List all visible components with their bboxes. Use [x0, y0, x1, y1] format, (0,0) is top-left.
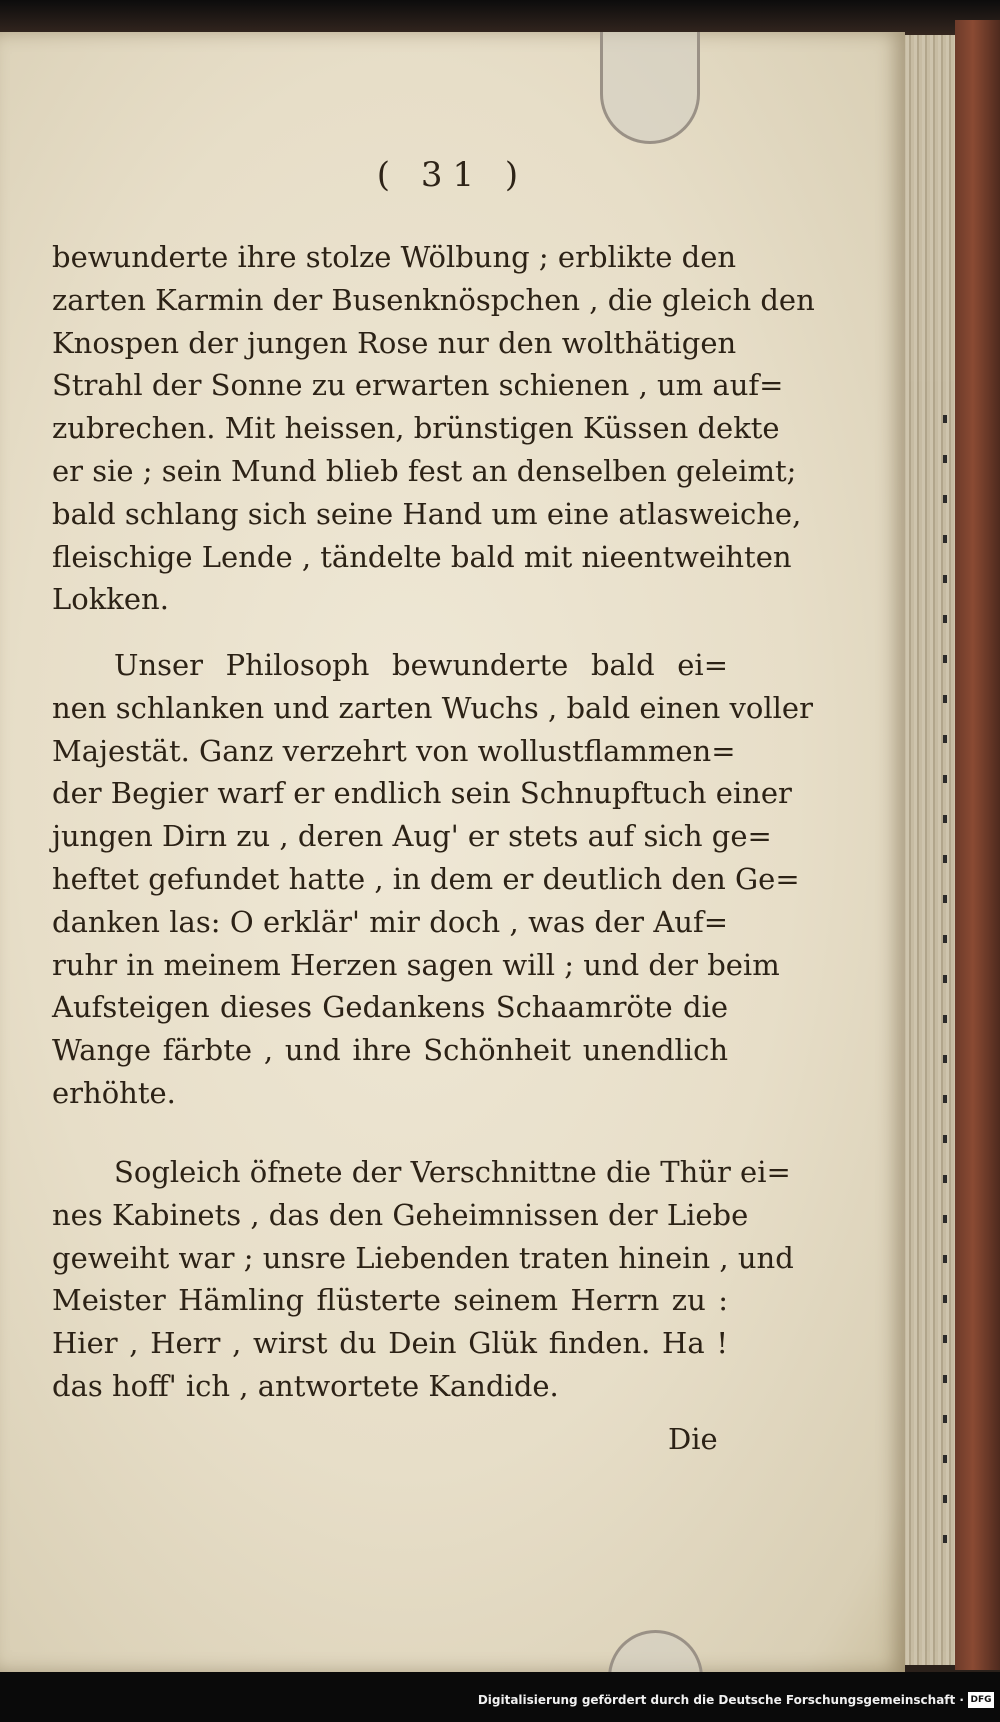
page-clip-top [600, 32, 700, 144]
page-number: ( 31 ) [376, 155, 529, 195]
text-line: geweiht war ; unsre Liebenden traten hinein , und [52, 1240, 794, 1275]
footer-credit: Digitalisierung gefördert durch die Deutsche Forschungsgemeinschaft · [477, 1693, 964, 1707]
text-line: der Begier warf er endlich sein Schnupftuch einer [52, 776, 792, 811]
text-line: danken las: O erklär' mir doch , was der Auf= [52, 904, 728, 939]
text-line: das hoff' ich , antwortete Kandide. [52, 1368, 559, 1403]
paragraph-1 [52, 236, 815, 621]
text-line: Strahl der Sonne zu erwarten schienen , um auf= [52, 368, 784, 403]
text-line: fleischige Lende , tändelte bald mit nieentweihten [52, 539, 792, 574]
text-line: zubrechen. Mit heissen, brünstigen Küssen dekte [52, 411, 780, 446]
text-line: Meister Hämling flüsterte seinem Herrn zu : [52, 1283, 728, 1318]
text-line: zarten Karmin der Busenknöspchen , die gleich den [52, 282, 815, 317]
text-line: ruhr in meinem Herzen sagen will ; und der beim [52, 947, 780, 982]
text-line: heftet gefundet hatte , in dem er deutlich den Ge= [52, 861, 800, 896]
text-line: Unser Philosoph bewunderte bald ei= [114, 648, 728, 682]
text-line: Sogleich öfnete der Verschnittne die Thür ei= [114, 1155, 791, 1189]
text-line: Knospen der jungen Rose nur den wolthätigen [52, 325, 737, 360]
text-line: bald schlang sich seine Hand um eine atlasweiche, [52, 496, 802, 531]
text-line: nes Kabinets , das den Geheimnissen der Liebe [52, 1197, 749, 1232]
text-line: bewunderte ihre stolze Wölbung ; erblikte den [52, 240, 737, 274]
text-line: erhöhte. [52, 1075, 176, 1110]
text-line: Majestät. Ganz verzehrt von wollustflammen= [52, 733, 736, 768]
digitization-footer [0, 1684, 1000, 1722]
text-line: Hier , Herr , wirst du Dein Glük finden. Ha ! [52, 1326, 728, 1361]
text-line: er sie ; sein Mund blieb fest an denselben geleimt; [52, 453, 797, 488]
text-line: jungen Dirn zu , deren Aug' er stets auf sich ge= [52, 819, 772, 854]
text-line: Wange färbte , und ihre Schönheit unendlich [52, 1033, 728, 1068]
paragraph-2 [52, 644, 813, 1115]
paragraph-3 [52, 1151, 794, 1408]
text-line: nen schlanken und zarten Wuchs , bald einen voller [52, 690, 813, 725]
book-cover-right [955, 20, 1000, 1670]
catchword: Die [668, 1422, 718, 1456]
dfg-logo: DFG [968, 1692, 994, 1708]
text-line: Lokken. [52, 582, 169, 617]
text-line: Aufsteigen dieses Gedankens Schaamröte die [52, 990, 728, 1025]
